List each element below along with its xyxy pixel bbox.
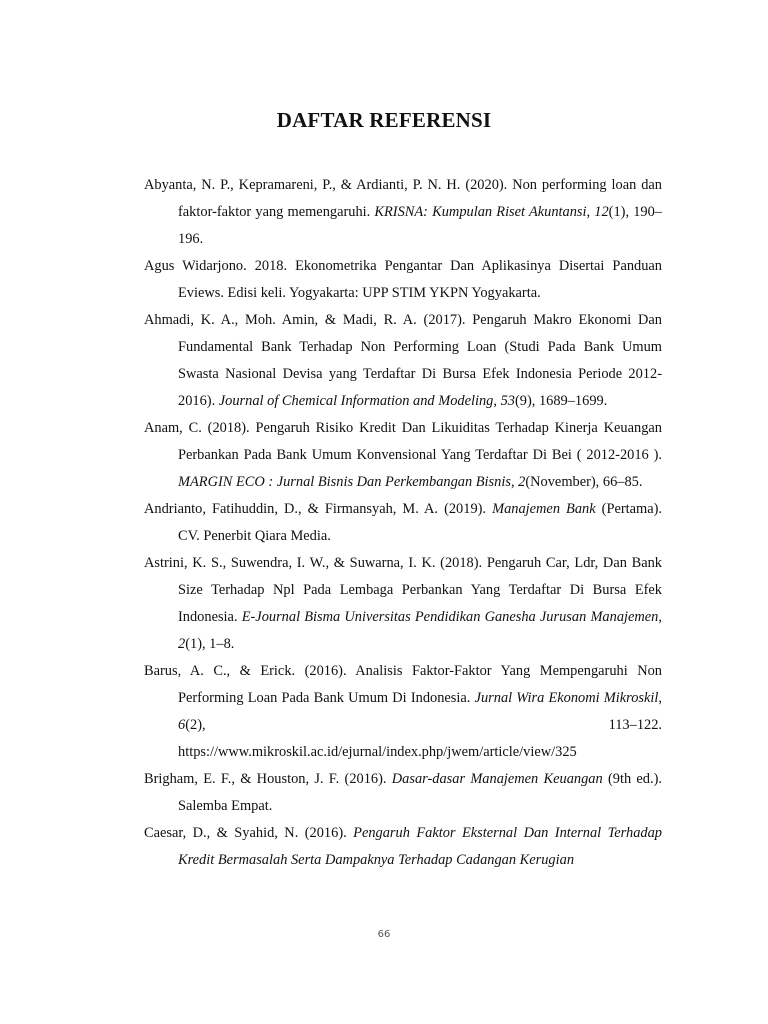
reference-journal-title: KRISNA: Kumpulan Riset Akuntansi (374, 204, 587, 220)
reference-book-title: Pengaruh Faktor Eksternal Dan Internal Terhadap Kredit Bermasalah Serta Dampaknya Terhadap Cadangan Kerugian (178, 825, 662, 868)
reference-entry (144, 307, 662, 415)
reference-text: Andrianto, Fatihuddin, D., & Firmansyah, M. A. (2019). (144, 501, 493, 517)
reference-entry (144, 658, 662, 766)
reference-book-title: Dasar-dasar Manajemen Keuangan (391, 771, 603, 787)
reference-journal-title: E-Journal Bisma Universitas Pendidikan Ganesha Jurusan Manajemen (241, 609, 659, 625)
reference-volume: 12 (594, 204, 609, 220)
reference-text: Abyanta, N. P., Kepramareni, P., & Ardianti, P. N. H. (2020). Non performing loan dan faktor-faktor yang memengaruhi. (144, 177, 662, 220)
reference-separator: , (658, 690, 663, 706)
reference-journal-title: MARGIN ECO : Jurnal Bisnis Dan Perkembangan Bisnis (178, 474, 511, 490)
reference-list (144, 172, 662, 874)
reference-text: Anam, C. (2018). Pengaruh Risiko Kredit Dan Likuiditas Terhadap Kinerja Keuangan Perbankan Pada Bank Umum Konvensional Yang Terdaftar Di Bei ( 2012-2016 ). (144, 420, 662, 463)
reference-text: Astrini, K. S., Suwendra, I. W., & Suwarna, I. K. (2018). Pengaruh Car, Ldr, Dan Bank Size Terhadap Npl Pada Lembaga Perbankan Yang Terdaftar Di Bursa Efek Indonesia. (144, 555, 662, 625)
reference-separator: , (658, 609, 662, 625)
reference-volume: 2 (178, 636, 186, 652)
reference-text: Caesar, D., & Syahid, N. (2016). (144, 825, 354, 841)
reference-entry (144, 820, 662, 874)
reference-pages: (9), 1689–1699. (514, 393, 608, 409)
reference-separator: , (493, 393, 501, 409)
reference-volume: 6 (178, 717, 186, 733)
reference-pages: (November), 66–85. (525, 474, 643, 490)
reference-text: Brigham, E. F., & Houston, J. F. (2016). (144, 771, 392, 787)
reference-text: Ahmadi, K. A., Moh. Amin, & Madi, R. A. (2017). Pengaruh Makro Ekonomi Dan Fundamental Bank Terhadap Non Performing Loan (Studi Pada Bank Umum Swasta Nasional Devisa yang Terdaftar Di Bursa Efek Indonesia Periode 2012-2016). (144, 312, 662, 409)
reference-journal-title: Jurnal Wira Ekonomi Mikroskil (474, 690, 659, 706)
reference-entry (144, 496, 662, 550)
reference-entry (144, 550, 662, 658)
page-number: 66 (377, 929, 391, 940)
reference-entry (144, 766, 662, 820)
reference-volume: 2 (518, 474, 526, 490)
reference-publisher: (Pertama). CV. Penerbit Qiara Media. (178, 501, 662, 544)
reference-entry (144, 172, 662, 253)
reference-pages: (1), 190–196. (178, 204, 662, 247)
reference-entry (144, 415, 662, 496)
reference-book-title: Manajemen Bank (492, 501, 596, 517)
reference-text: Barus, A. C., & Erick. (2016). Analisis Faktor-Faktor Yang Mempengaruhi Non Performing Loan Pada Bank Umum Di Indonesia. (144, 663, 662, 706)
reference-volume: 53 (500, 393, 515, 409)
reference-separator: , (510, 474, 519, 490)
page-title: DAFTAR REFERENSI (276, 108, 492, 132)
reference-entry (144, 253, 662, 307)
reference-separator: , (586, 204, 595, 220)
reference-pages: (1), 1–8. (185, 636, 235, 652)
reference-text: Agus Widarjono. 2018. Ekonometrika Pengantar Dan Aplikasinya Disertai Panduan Eviews. Edisi keli. Yogyakarta: UPP STIM YKPN Yogyakarta. (144, 258, 662, 301)
reference-publisher: (9th ed.). Salemba Empat. (178, 771, 662, 814)
reference-journal-title: Journal of Chemical Information and Modeling (218, 393, 494, 409)
reference-pages: (2), 113–122. https://www.mikroskil.ac.id/ejurnal/index.php/jwem/article/view/325 (178, 717, 662, 760)
